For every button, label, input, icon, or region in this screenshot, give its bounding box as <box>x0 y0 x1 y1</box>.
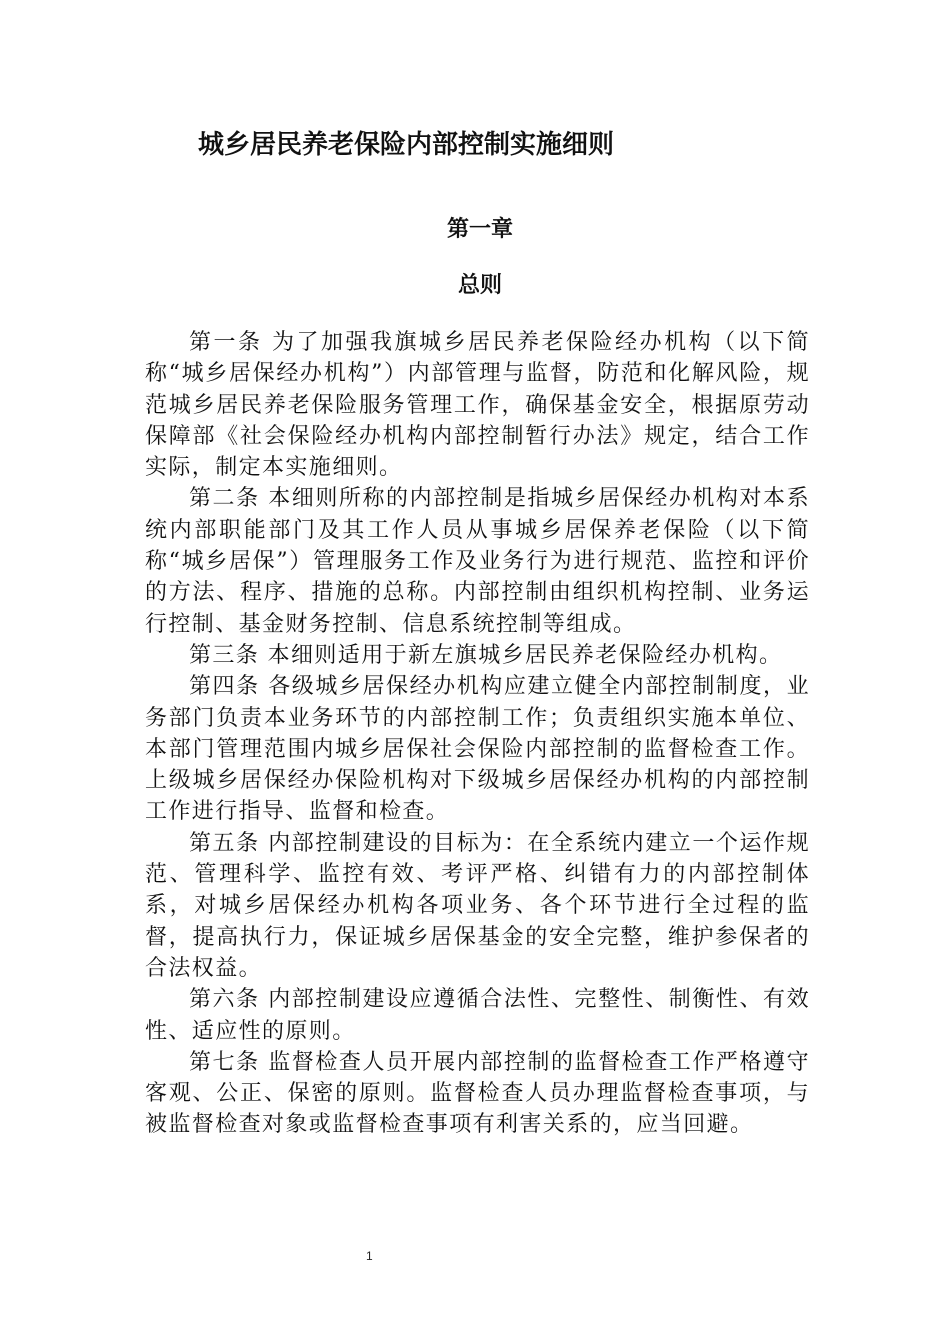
article-7: 第七条 监督检查人员开展内部控制的监督检查工作严格遵守客观、公正、保密的原则。监督检查人员办理监督检查事项，与被监督检查对象或监督检查事项有利害关系的，应当回避。 <box>145 1049 810 1138</box>
article-2: 第二条 本细则所称的内部控制是指城乡居保经办机构对本系统内部职能部门及其工作人员从事城乡居保养老保险（以下简称“城乡居保”）管理服务工作及业务行为进行规范、监控和评价的方法、程序、措施的总称。内部控制由组织机构控制、业务运行控制、基金财务控制、信息系统控制等组成。 <box>145 486 810 637</box>
article-4: 第四条 各级城乡居保经办机构应建立健全内部控制制度，业务部门负责本业务环节的内部控制工作；负责组织实施本单位、本部门管理范围内城乡居保社会保险内部控制的监督检查工作。上级城乡居保经办保险机构对下级城乡居保经办机构的内部控制工作进行指导、监督和检查。 <box>145 674 810 825</box>
document-title: 城乡居民养老保险内部控制实施细则 <box>198 130 615 160</box>
article-1: 第一条 为了加强我旗城乡居民养老保险经办机构（以下简称“城乡居保经办机构”）内部管理与监督，防范和化解风险，规范城乡居民养老保险服务管理工作，确保基金安全，根据原劳动保障部《社会保险经办机构内部控制暂行办法》规定，结合工作实际，制定本实施细则。 <box>145 330 810 481</box>
article-3: 第三条 本细则适用于新左旗城乡居民养老保险经办机构。 <box>189 642 783 668</box>
document-body <box>145 327 810 1141</box>
chapter-name: 总则 <box>457 273 502 298</box>
article-6: 第六条 内部控制建设应遵循合法性、完整性、制衡性、有效性、适应性的原则。 <box>145 987 810 1044</box>
chapter-number: 第一章 <box>446 217 513 242</box>
article-5: 第五条 内部控制建设的目标为：在全系统内建立一个运作规范、管理科学、监控有效、考评严格、纠错有力的内部控制体系，对城乡居保经办机构各项业务、各个环节进行全过程的监督，提高执行力，保证城乡居保基金的安全完整，维护参保者的合法权益。 <box>145 830 810 981</box>
page-number: 1 <box>366 1249 373 1263</box>
